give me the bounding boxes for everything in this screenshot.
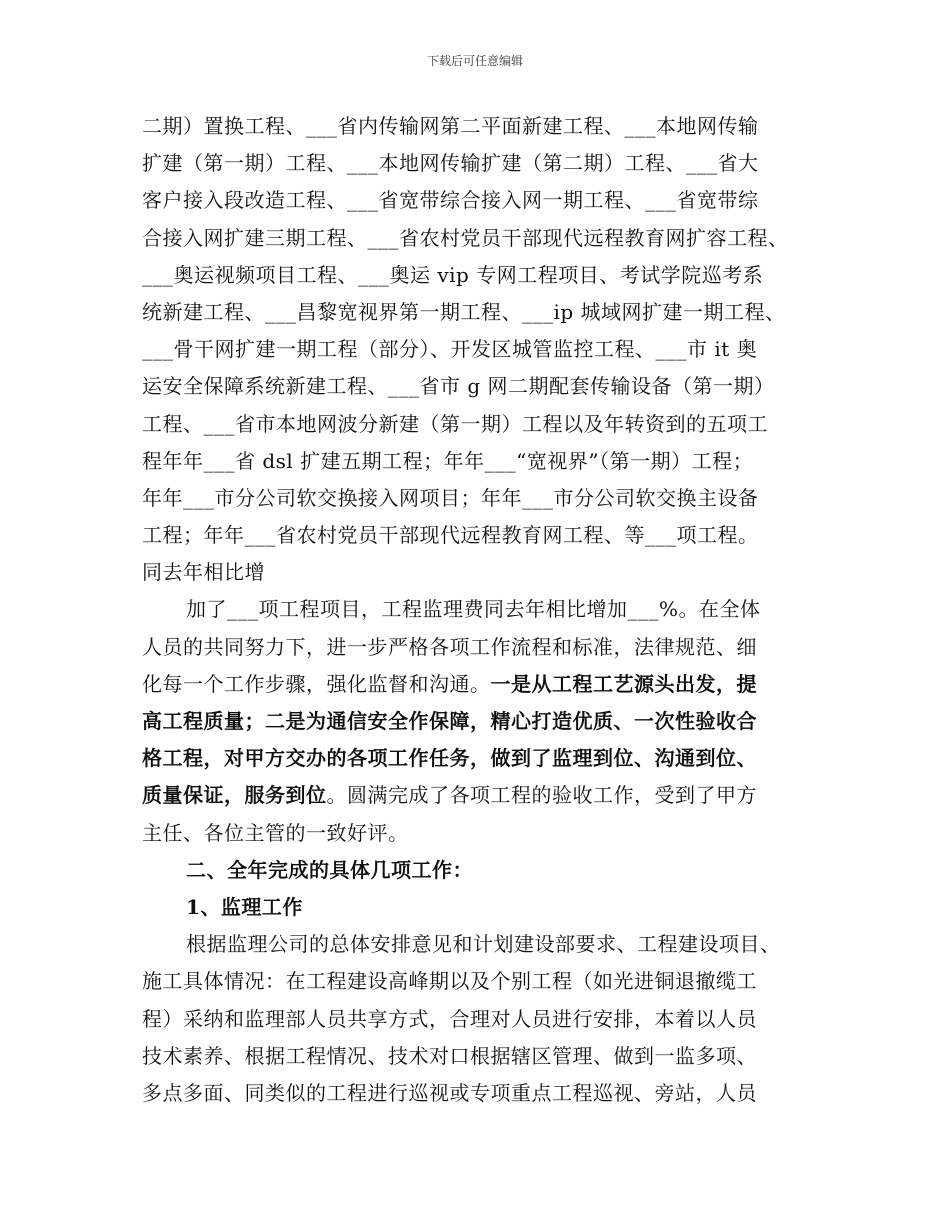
text-line bbox=[142, 926, 827, 963]
text-segment: 扩建（第一期）工程、___本地网传输扩建（第二期）工程、___省大 bbox=[142, 151, 759, 176]
text-line bbox=[142, 480, 827, 517]
text-line bbox=[142, 145, 827, 182]
text-line bbox=[142, 889, 827, 926]
text-segment: 加了___项工程项目，工程监理费同去年相比增加___%。在全体 bbox=[186, 597, 761, 622]
text-line bbox=[142, 554, 827, 591]
text-segment: 化每一个工作步骤，强化监督和沟通。 bbox=[142, 671, 491, 696]
text-segment: 根据监理公司的总体安排意见和计划建设部要求、工程建设项目、 bbox=[186, 932, 781, 957]
text-line bbox=[142, 963, 827, 1000]
text-segment: 运安全保障系统新建工程、___省市 g 网二期配套传输设备（第一期） bbox=[142, 374, 775, 399]
bold-text-segment: 二、全年完成的具体几项工作： bbox=[186, 857, 473, 882]
text-line bbox=[142, 443, 827, 480]
text-segment: 施工具体情况：在工程建设高峰期以及个别工程（如光进铜退撤缆工 bbox=[142, 969, 757, 994]
text-line bbox=[142, 220, 827, 257]
text-line bbox=[142, 703, 827, 740]
text-segment: 工程；年年___省农村党员干部现代远程教育网工程、等___项工程。 bbox=[142, 523, 759, 548]
text-segment: 合接入网扩建三期工程、___省农村党员干部现代远程教育网扩容工程、 bbox=[142, 225, 789, 250]
text-segment: 程）采纳和监理部人员共享方式，合理对人员进行安排，本着以人员 bbox=[142, 1006, 757, 1031]
text-line bbox=[142, 182, 827, 219]
text-segment: 工程、___省市本地网波分新建（第一期）工程以及年转资到的五项工 bbox=[142, 411, 768, 436]
bold-text-segment: 高工程质量；二是为通信安全作保障，精心打造优质、一次性验收合 bbox=[142, 709, 757, 733]
text-segment: 人员的共同努力下，进一步严格各项工作流程和标准，法律规范、细 bbox=[142, 634, 757, 659]
text-segment: 多点多面、同类似的工程进行巡视或专项重点工程巡视、旁站，人员 bbox=[142, 1080, 757, 1105]
bold-text-segment: 格工程，对甲方交办的各项工作任务，做到了监理到位、沟通到位、 bbox=[142, 746, 757, 771]
text-line bbox=[142, 740, 827, 777]
text-line bbox=[142, 591, 827, 628]
text-line bbox=[142, 517, 827, 554]
text-line bbox=[142, 815, 827, 852]
bold-text-segment: 质量保证，服务到位 bbox=[142, 783, 327, 808]
text-line bbox=[142, 1075, 827, 1112]
text-line bbox=[142, 629, 827, 666]
bold-text-segment: 1、监理工作 bbox=[186, 894, 303, 919]
text-segment: 。圆满完成了各项工程的验收工作，受到了甲方 bbox=[326, 783, 757, 808]
text-segment: 程年年___省 dsl 扩建五期工程；年年___“宽视界”（第一期）工程； bbox=[142, 448, 754, 473]
text-segment: 同去年相比增 bbox=[142, 560, 265, 585]
text-segment: ___骨干网扩建一期工程（部分）、开发区城管监控工程、___市 it 奥 bbox=[142, 337, 758, 362]
text-segment: 技术素养、根据工程情况、技术对口根据辖区管理、做到一监多项、 bbox=[142, 1043, 757, 1068]
text-segment: 主任、各位主管的一致好评。 bbox=[142, 820, 409, 845]
text-line bbox=[142, 294, 827, 331]
text-segment: ___奥运视频项目工程、___奥运 vip 专网工程项目、考试学院巡考系 bbox=[142, 262, 764, 287]
text-line bbox=[142, 108, 827, 145]
text-segment: 二期）置换工程、___省内传输网第二平面新建工程、___本地网传输 bbox=[142, 114, 759, 138]
text-line bbox=[142, 368, 827, 405]
bold-text-segment: 一是从工程工艺源头出发，提 bbox=[490, 671, 757, 696]
text-line bbox=[142, 406, 827, 443]
text-line bbox=[142, 331, 827, 368]
text-line bbox=[142, 852, 827, 889]
text-line bbox=[142, 666, 827, 703]
text-segment: 年年___市分公司软交换接入网项目；年年___市分公司软交换主设备 bbox=[142, 485, 759, 510]
text-line bbox=[142, 1038, 827, 1075]
text-segment: 客户接入段改造工程、___省宽带综合接入网一期工程、___省宽带综 bbox=[142, 188, 759, 213]
text-line bbox=[142, 777, 827, 814]
document-body bbox=[142, 108, 827, 1112]
text-line bbox=[142, 1001, 827, 1038]
page-header: 下载后可任意编辑 bbox=[426, 54, 523, 68]
text-segment: 统新建工程、___昌黎宽视界第一期工程、___ip 城域网扩建一期工程、 bbox=[142, 299, 786, 324]
text-line bbox=[142, 257, 827, 294]
